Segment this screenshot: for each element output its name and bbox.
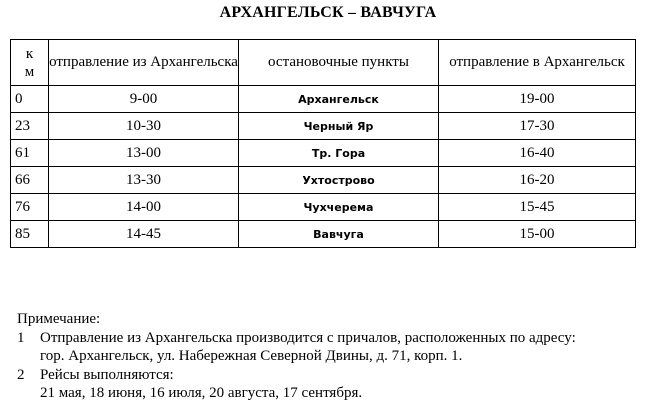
note-text-line1: Отправление из Архангельска производится с причалов, расположенных по адресу:	[40, 329, 576, 346]
header-stops: остановочные пункты	[239, 40, 439, 86]
table-row	[11, 86, 636, 113]
note-item	[17, 329, 653, 366]
note-text-line2: 21 мая, 18 июня, 16 июля, 20 августа, 17 сентября.	[40, 385, 363, 401]
table-row	[11, 140, 636, 167]
cell-departure-from: 14-00	[49, 194, 239, 221]
table-row	[11, 221, 636, 248]
cell-departure-from: 9-00	[49, 86, 239, 113]
note-number: 2	[17, 366, 25, 383]
note-number: 1	[17, 329, 25, 346]
cell-departure-to: 16-20	[439, 167, 636, 194]
header-km-line2: м	[24, 63, 35, 80]
cell-departure-from: 14-45	[49, 221, 239, 248]
header-departure-to: отправление в Архангельск	[439, 40, 636, 86]
table-row	[11, 167, 636, 194]
cell-stop: Архангельск	[239, 86, 439, 113]
notes-section	[17, 310, 653, 403]
cell-stop: Ухтострово	[239, 167, 439, 194]
cell-departure-from: 13-30	[49, 167, 239, 194]
note-text-line2: гор. Архангельск, ул. Набережная Северной Двины, д. 71, корп. 1.	[40, 348, 463, 364]
cell-departure-from: 13-00	[49, 140, 239, 167]
cell-departure-to: 17-30	[439, 113, 636, 140]
cell-stop: Черный Яр	[239, 113, 439, 140]
cell-stop: Вавчуга	[239, 221, 439, 248]
cell-km: 66	[11, 167, 49, 194]
cell-km: 0	[11, 86, 49, 113]
header-km	[11, 40, 49, 86]
schedule-table	[10, 39, 636, 248]
note-item	[17, 366, 653, 403]
cell-km: 23	[11, 113, 49, 140]
notes-heading: Примечание:	[17, 311, 101, 327]
header-departure-from: отправление из Архангельска	[49, 40, 239, 86]
page-title: АРХАНГЕЛЬСК – ВАВЧУГА	[219, 4, 437, 21]
header-km-line1: к	[25, 45, 34, 62]
table-row	[11, 113, 636, 140]
cell-departure-to: 16-40	[439, 140, 636, 167]
cell-departure-to: 15-45	[439, 194, 636, 221]
cell-km: 85	[11, 221, 49, 248]
cell-stop: Чухчерема	[239, 194, 439, 221]
table-header-row	[11, 40, 636, 86]
cell-km: 76	[11, 194, 49, 221]
table-row	[11, 194, 636, 221]
note-text-line1: Рейсы выполняются:	[40, 366, 174, 383]
cell-km: 61	[11, 140, 49, 167]
cell-departure-from: 10-30	[49, 113, 239, 140]
cell-departure-to: 19-00	[439, 86, 636, 113]
cell-stop: Тр. Гора	[239, 140, 439, 167]
cell-departure-to: 15-00	[439, 221, 636, 248]
